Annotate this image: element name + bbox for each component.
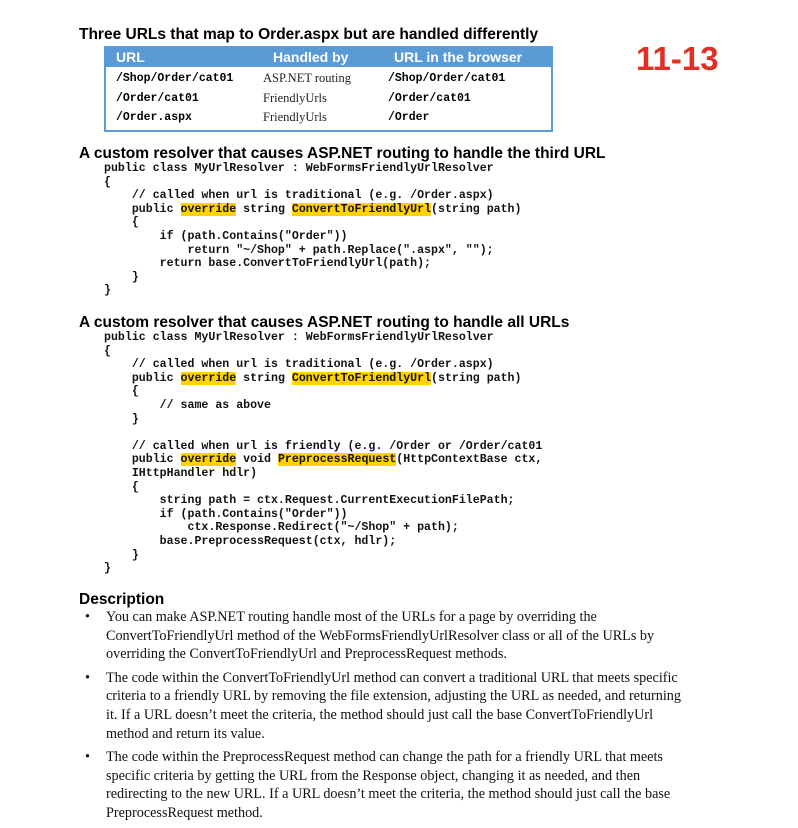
column-header-browser-url: URL in the browser bbox=[394, 49, 523, 65]
code-line: IHttpHandler hdlr) bbox=[104, 466, 258, 480]
list-item bbox=[82, 748, 682, 822]
code-line: // called when url is traditional (e.g. /Order.aspx) bbox=[104, 189, 494, 203]
bullet-icon: • bbox=[85, 609, 90, 625]
bullet-icon: • bbox=[85, 669, 90, 686]
code-heading-1: A custom resolver that causes ASP.NET routing to handle the third URL bbox=[79, 145, 606, 162]
column-header-url: URL bbox=[116, 49, 145, 65]
table-cell-url: /Shop/Order/cat01 bbox=[116, 72, 234, 85]
table-cell-browser-url: /Shop/Order/cat01 bbox=[388, 72, 506, 85]
table-row bbox=[106, 89, 551, 109]
code-line: } bbox=[104, 412, 139, 426]
slide-number: 11-13 bbox=[636, 40, 719, 77]
list-item-text: The code within the PreprocessRequest method can change the path for a friendly URL that meets specific criteria by getting the URL from the Response object, changing it as needed, and then redirecting to the new URL. If a URL doesn’t meet the criteria, the method should just call the base PreprocessRequest method. bbox=[106, 749, 671, 821]
table-row bbox=[106, 108, 551, 128]
code-line: { bbox=[104, 385, 139, 399]
code-line: // same as above bbox=[104, 398, 271, 412]
description-list bbox=[82, 608, 682, 828]
code-line: ctx.Response.Redirect("~/Shop" + path); bbox=[104, 521, 459, 535]
code-line: public override string ConvertToFriendlyUrl(string path) bbox=[104, 202, 522, 216]
bullet-icon: • bbox=[85, 749, 90, 766]
table-header-row bbox=[106, 48, 551, 67]
highlight-preprocess-method: PreprocessRequest bbox=[277, 453, 397, 467]
code-line: } bbox=[104, 270, 139, 284]
list-item-text: You can make ASP.NET routing handle most of the URLs for a page by overriding the ConvertToFriendlyUrl method of the WebFormsFriendlyUrlResolver class or all of the URLs by overriding the ConvertToFriendlyUrl and PreprocessRequest methods. bbox=[106, 609, 655, 663]
code-line: } bbox=[104, 548, 139, 562]
code-line: public override string ConvertToFriendlyUrl(string path) bbox=[104, 371, 522, 385]
code-line: base.PreprocessRequest(ctx, hdlr); bbox=[104, 534, 397, 548]
code-line: string path = ctx.Request.CurrentExecutionFilePath; bbox=[104, 494, 515, 508]
table-cell-handled-by: ASP.NET routing bbox=[263, 71, 351, 85]
code-line: { bbox=[104, 175, 111, 189]
highlight-override: override bbox=[180, 453, 237, 467]
code-line: public class MyUrlResolver : WebFormsFriendlyUrlResolver bbox=[104, 331, 494, 344]
code-line: { bbox=[104, 216, 139, 230]
code-line: { bbox=[104, 344, 111, 358]
table-cell-url: /Order.aspx bbox=[116, 111, 192, 124]
table-cell-handled-by: FriendlyUrls bbox=[263, 90, 327, 105]
description-heading: Description bbox=[79, 591, 165, 608]
code-block-1 bbox=[104, 162, 521, 298]
code-line: public class MyUrlResolver : WebFormsFriendlyUrlResolver bbox=[104, 162, 494, 175]
code-line: return "~/Shop" + path.Replace(".aspx", ""); bbox=[104, 243, 494, 257]
highlight-override: override bbox=[180, 202, 237, 216]
table-heading: Three URLs that map to Order.aspx but are handled differently bbox=[79, 26, 539, 43]
highlight-convert-method: ConvertToFriendlyUrl bbox=[291, 371, 432, 385]
code-line: public override void PreprocessRequest(HttpContextBase ctx, bbox=[104, 453, 543, 467]
table-cell-handled-by: FriendlyUrls bbox=[263, 110, 327, 124]
list-item-text: The code within the ConvertToFriendlyUrl method can convert a traditional URL that meets specific criteria to a friendly URL by removing the file extension, adjusting the URL as needed, and returning it. If a URL doesn’t meet the criteria, the method should just call the base ConvertToFriendlyUrl method and return its value. bbox=[106, 669, 681, 742]
code-line: } bbox=[104, 562, 111, 576]
code-heading-2: A custom resolver that causes ASP.NET routing to handle all URLs bbox=[79, 314, 570, 331]
code-line: // called when url is friendly (e.g. /Order or /Order/cat01 bbox=[104, 439, 543, 453]
code-line: return base.ConvertToFriendlyUrl(path); bbox=[104, 257, 431, 271]
code-line: if (path.Contains("Order")) bbox=[104, 229, 348, 243]
highlight-override: override bbox=[180, 371, 237, 385]
table-cell-url: /Order/cat01 bbox=[116, 91, 199, 105]
table-cell-browser-url: /Order/cat01 bbox=[388, 91, 471, 105]
highlight-convert-method: ConvertToFriendlyUrl bbox=[291, 202, 432, 216]
url-mapping-table bbox=[104, 46, 553, 132]
table-row bbox=[106, 69, 551, 89]
code-line: // called when url is traditional (e.g. /Order.aspx) bbox=[104, 358, 494, 372]
code-block-2 bbox=[104, 331, 542, 576]
list-item bbox=[82, 669, 682, 743]
column-header-handled-by: Handled by bbox=[273, 49, 349, 65]
code-line: } bbox=[104, 284, 111, 298]
list-item bbox=[82, 608, 682, 664]
code-line: { bbox=[104, 480, 139, 494]
code-line: if (path.Contains("Order")) bbox=[104, 507, 348, 521]
table-cell-browser-url: /Order bbox=[388, 111, 430, 124]
